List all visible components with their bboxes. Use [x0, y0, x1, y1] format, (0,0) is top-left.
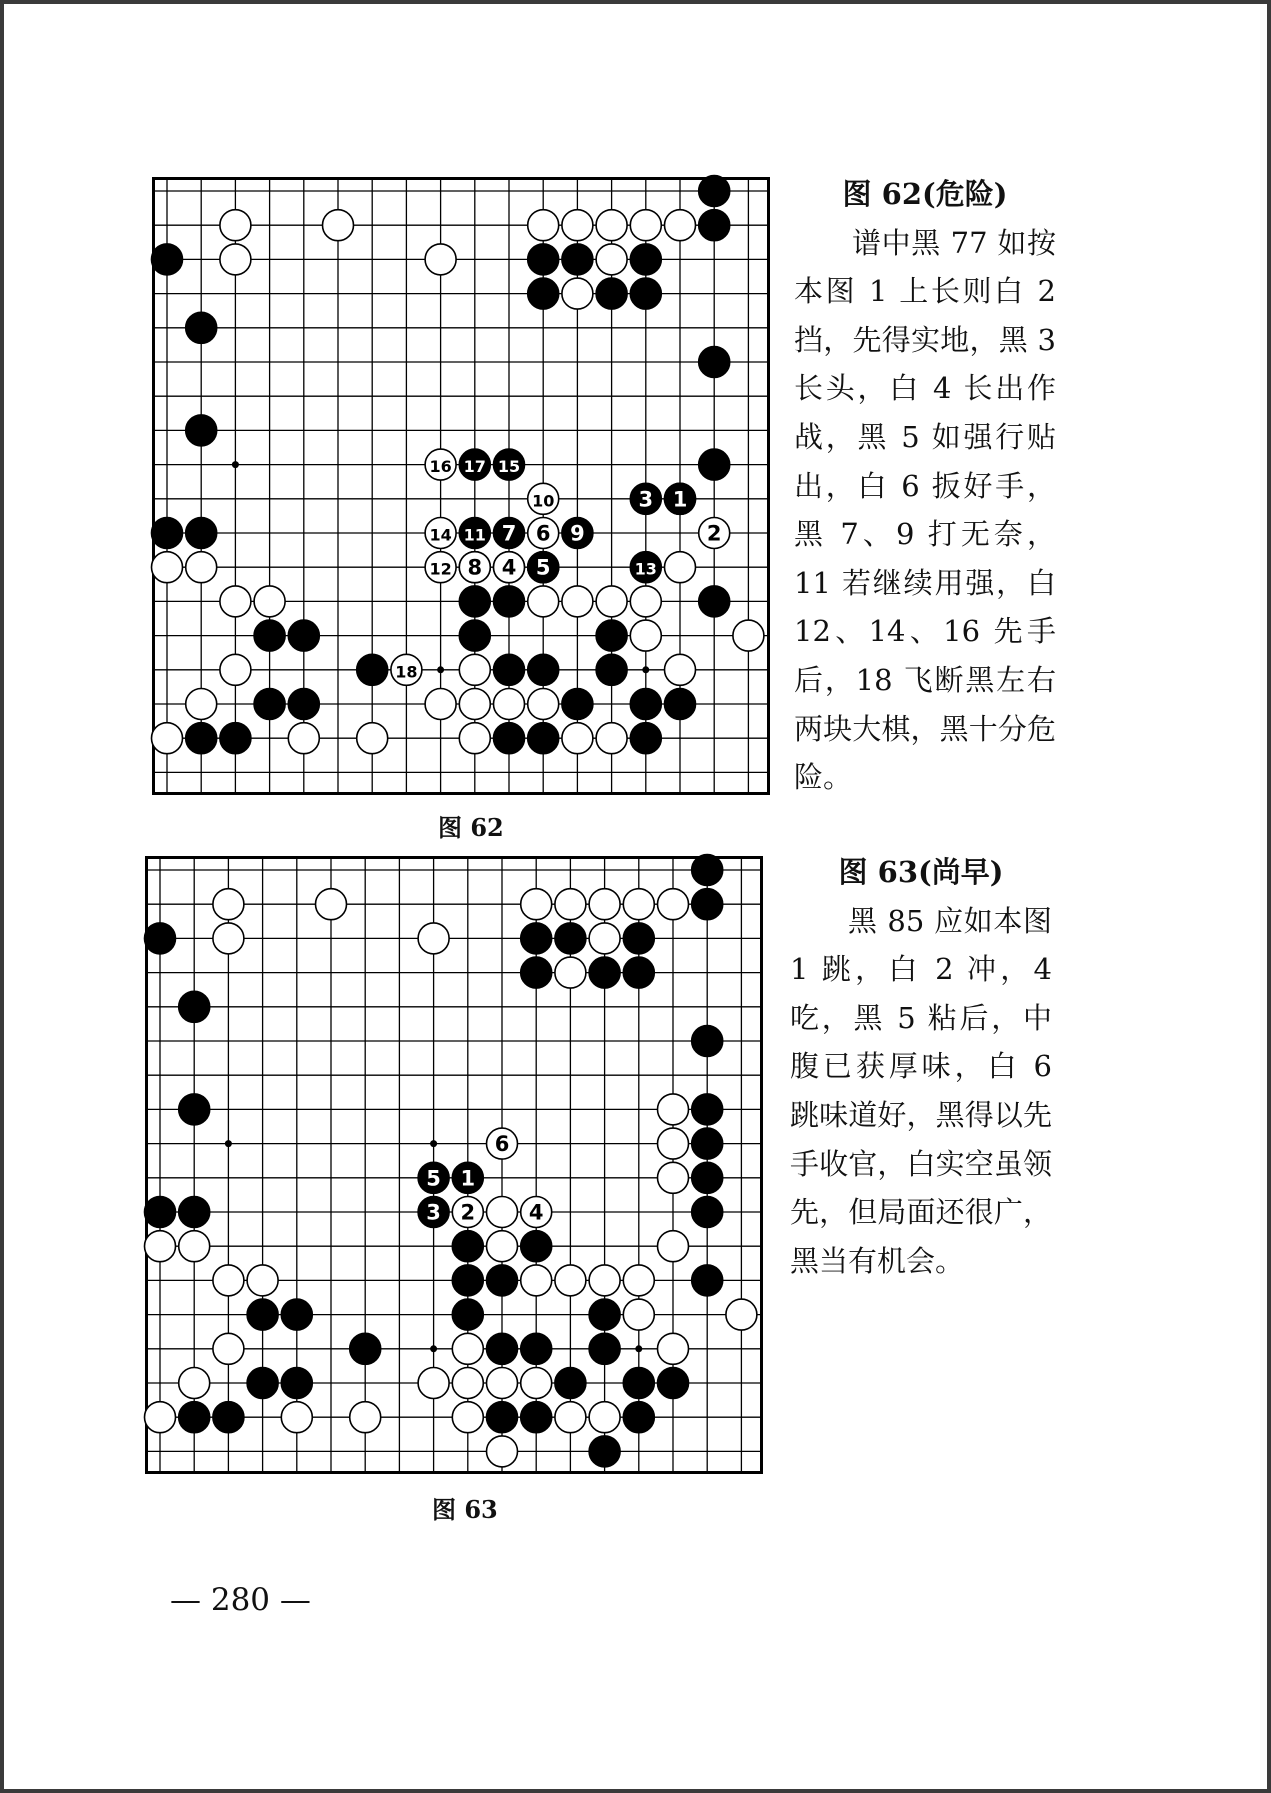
white-stone [658, 1162, 689, 1193]
white-stone [623, 1265, 654, 1296]
white-stone [459, 689, 490, 720]
black-stone [596, 654, 627, 685]
move-number-label: 18 [395, 662, 418, 682]
black-stone [281, 1299, 312, 1330]
figure-63-caption: 图 63 [432, 1495, 498, 1524]
white-stone [555, 1265, 586, 1296]
white-stone [357, 723, 388, 754]
black-stone [630, 244, 661, 275]
white-stone [521, 889, 552, 920]
black-stone [589, 1299, 620, 1330]
black-stone [692, 889, 723, 920]
white-stone [589, 923, 620, 954]
move-number-label: 15 [497, 457, 521, 477]
white-stone [418, 923, 449, 954]
white-stone [220, 654, 251, 685]
black-stone [630, 689, 661, 720]
white-stone [487, 1197, 518, 1228]
black-stone [589, 957, 620, 988]
black-stone [179, 1402, 210, 1433]
go-board-figure-62 [152, 177, 782, 807]
white-stone [220, 244, 251, 275]
white-stone [555, 1402, 586, 1433]
move-number-label: 7 [501, 521, 517, 546]
white-stone [350, 1402, 381, 1433]
move-number-label: 12 [429, 559, 452, 579]
move-number-label: 10 [532, 491, 555, 511]
page-number: — 280 — [170, 1582, 311, 1618]
white-stone [179, 1368, 210, 1399]
black-stone [220, 723, 251, 754]
move-number-label: 1 [460, 1166, 476, 1191]
black-stone [357, 654, 388, 685]
white-stone [254, 586, 285, 617]
white-stone [418, 1368, 449, 1399]
black-stone [692, 1162, 723, 1193]
white-stone [152, 552, 183, 583]
move-number-label: 14 [429, 525, 452, 545]
black-stone [623, 1402, 654, 1433]
white-stone [213, 889, 244, 920]
white-stone [145, 1231, 176, 1262]
black-stone [186, 312, 217, 343]
star-point [635, 1345, 642, 1352]
move-number-label: 11 [463, 525, 486, 545]
white-stone [589, 1265, 620, 1296]
white-stone [152, 723, 183, 754]
white-stone [589, 889, 620, 920]
white-stone [665, 210, 696, 241]
move-number-label: 2 [706, 521, 722, 546]
white-stone [665, 552, 696, 583]
black-stone [699, 586, 730, 617]
white-stone [562, 278, 593, 309]
black-stone [528, 244, 559, 275]
black-stone [692, 1128, 723, 1159]
go-board-figure-63 [145, 856, 775, 1496]
black-stone [452, 1299, 483, 1330]
black-stone [692, 855, 723, 886]
black-stone [145, 923, 176, 954]
white-stone [658, 1231, 689, 1262]
black-stone [521, 923, 552, 954]
white-stone [562, 586, 593, 617]
black-stone [692, 1094, 723, 1125]
black-stone [699, 210, 730, 241]
black-stone [487, 1402, 518, 1433]
move-number-label: 17 [463, 457, 486, 477]
white-stone [589, 1402, 620, 1433]
white-stone [220, 210, 251, 241]
black-stone [699, 176, 730, 207]
black-stone [494, 654, 525, 685]
black-stone [152, 244, 183, 275]
white-stone [733, 620, 764, 651]
black-stone [281, 1368, 312, 1399]
white-stone [179, 1231, 210, 1262]
black-stone [596, 620, 627, 651]
white-stone [726, 1299, 757, 1330]
black-stone [555, 1368, 586, 1399]
black-stone [589, 1333, 620, 1364]
white-stone [521, 1265, 552, 1296]
white-stone [487, 1436, 518, 1467]
white-stone [281, 1402, 312, 1433]
white-stone [452, 1333, 483, 1364]
white-stone [528, 586, 559, 617]
figure-63-commentary [790, 848, 1052, 1285]
black-stone [459, 586, 490, 617]
black-stone [152, 518, 183, 549]
white-stone [247, 1265, 278, 1296]
move-number-label: 9 [570, 521, 585, 546]
move-number-label: 13 [634, 559, 657, 579]
white-stone [521, 1368, 552, 1399]
white-stone [528, 689, 559, 720]
star-point [232, 461, 239, 468]
black-stone [589, 1436, 620, 1467]
black-stone [213, 1402, 244, 1433]
move-number-label: 4 [528, 1200, 544, 1225]
white-stone [487, 1231, 518, 1262]
white-stone [596, 244, 627, 275]
star-point [225, 1140, 232, 1147]
figure-62-commentary [794, 170, 1056, 802]
black-stone [186, 415, 217, 446]
black-stone [288, 620, 319, 651]
black-stone [562, 689, 593, 720]
white-stone [213, 923, 244, 954]
white-stone [658, 1094, 689, 1125]
white-stone [562, 210, 593, 241]
white-stone [145, 1402, 176, 1433]
black-stone [494, 723, 525, 754]
white-stone [630, 586, 661, 617]
white-stone [452, 1402, 483, 1433]
white-stone [630, 620, 661, 651]
white-stone [425, 689, 456, 720]
black-stone [247, 1368, 278, 1399]
black-stone [555, 923, 586, 954]
white-stone [213, 1333, 244, 1364]
star-point [430, 1345, 437, 1352]
white-stone [459, 723, 490, 754]
move-number-label: 2 [460, 1200, 476, 1225]
black-stone [630, 723, 661, 754]
white-stone [316, 889, 347, 920]
move-number-label: 5 [426, 1166, 441, 1191]
white-stone [288, 723, 319, 754]
move-number-label: 3 [426, 1200, 441, 1225]
white-stone [658, 1128, 689, 1159]
move-number-label: 4 [501, 555, 517, 580]
white-stone [658, 889, 689, 920]
white-stone [186, 552, 217, 583]
black-stone [665, 689, 696, 720]
white-stone [630, 210, 661, 241]
figure-62-heading: 图 62(危险) [842, 177, 1008, 211]
white-stone [562, 723, 593, 754]
black-stone [630, 278, 661, 309]
white-stone [220, 586, 251, 617]
black-stone [145, 1197, 176, 1228]
black-stone [179, 991, 210, 1022]
white-stone [596, 723, 627, 754]
black-stone [623, 957, 654, 988]
figure-63-text: 黑 85 应如本图 1 跳，白 2 冲，4 吃，黑 5 粘后，中腹已获厚味，白 6 跳味道好，黑得以先手收官，白实空虽领先，但局面还很广，黑当有机会。 [790, 903, 1052, 1278]
black-stone [179, 1197, 210, 1228]
white-stone [665, 654, 696, 685]
white-stone [494, 689, 525, 720]
black-stone [528, 654, 559, 685]
move-number-label: 5 [535, 555, 551, 580]
black-stone [494, 586, 525, 617]
black-stone [699, 347, 730, 378]
figure-62-caption: 图 62 [438, 813, 504, 842]
black-stone [452, 1265, 483, 1296]
black-stone [186, 518, 217, 549]
move-number-label: 16 [429, 457, 452, 477]
white-stone [555, 957, 586, 988]
black-stone [452, 1231, 483, 1262]
white-stone [596, 210, 627, 241]
black-stone [179, 1094, 210, 1125]
black-stone [521, 957, 552, 988]
white-stone [213, 1265, 244, 1296]
black-stone [487, 1333, 518, 1364]
move-number-label: 6 [535, 521, 551, 546]
black-stone [658, 1368, 689, 1399]
black-stone [487, 1265, 518, 1296]
black-stone [562, 244, 593, 275]
black-stone [623, 1368, 654, 1399]
move-number-label: 3 [638, 487, 654, 512]
white-stone [425, 244, 456, 275]
star-point [430, 1140, 437, 1147]
black-stone [692, 1197, 723, 1228]
black-stone [254, 620, 285, 651]
white-stone [623, 1299, 654, 1330]
black-stone [521, 1231, 552, 1262]
white-stone [623, 889, 654, 920]
black-stone [247, 1299, 278, 1330]
white-stone [487, 1368, 518, 1399]
white-stone [459, 654, 490, 685]
black-stone [692, 1265, 723, 1296]
black-stone [350, 1333, 381, 1364]
move-number-label: 1 [672, 487, 688, 512]
star-point [642, 666, 649, 673]
white-stone [323, 210, 354, 241]
black-stone [699, 449, 730, 480]
white-stone [555, 889, 586, 920]
black-stone [692, 1026, 723, 1057]
black-stone [459, 620, 490, 651]
figure-63-heading: 图 63(尚早) [838, 855, 1004, 889]
black-stone [186, 723, 217, 754]
move-number-label: 8 [467, 555, 483, 580]
figure-62-text: 谱中黑 77 如按本图 1 上长则白 2 挡，先得实地，黑 3 长头，白 4 长出作战，黑 5 如强行贴出，白 6 扳好手，黑 7、9 打无奈，11 若继续用强，白 12、14、16 先手后，18 飞断黑左右两块大棋，黑十分危险。 [794, 225, 1056, 795]
black-stone [521, 1333, 552, 1364]
black-stone [528, 278, 559, 309]
white-stone [186, 689, 217, 720]
black-stone [288, 689, 319, 720]
black-stone [521, 1402, 552, 1433]
black-stone [596, 278, 627, 309]
black-stone [528, 723, 559, 754]
white-stone [658, 1333, 689, 1364]
move-number-label: 6 [494, 1132, 510, 1157]
white-stone [596, 586, 627, 617]
black-stone [254, 689, 285, 720]
white-stone [452, 1368, 483, 1399]
white-stone [528, 210, 559, 241]
black-stone [623, 923, 654, 954]
star-point [437, 666, 444, 673]
